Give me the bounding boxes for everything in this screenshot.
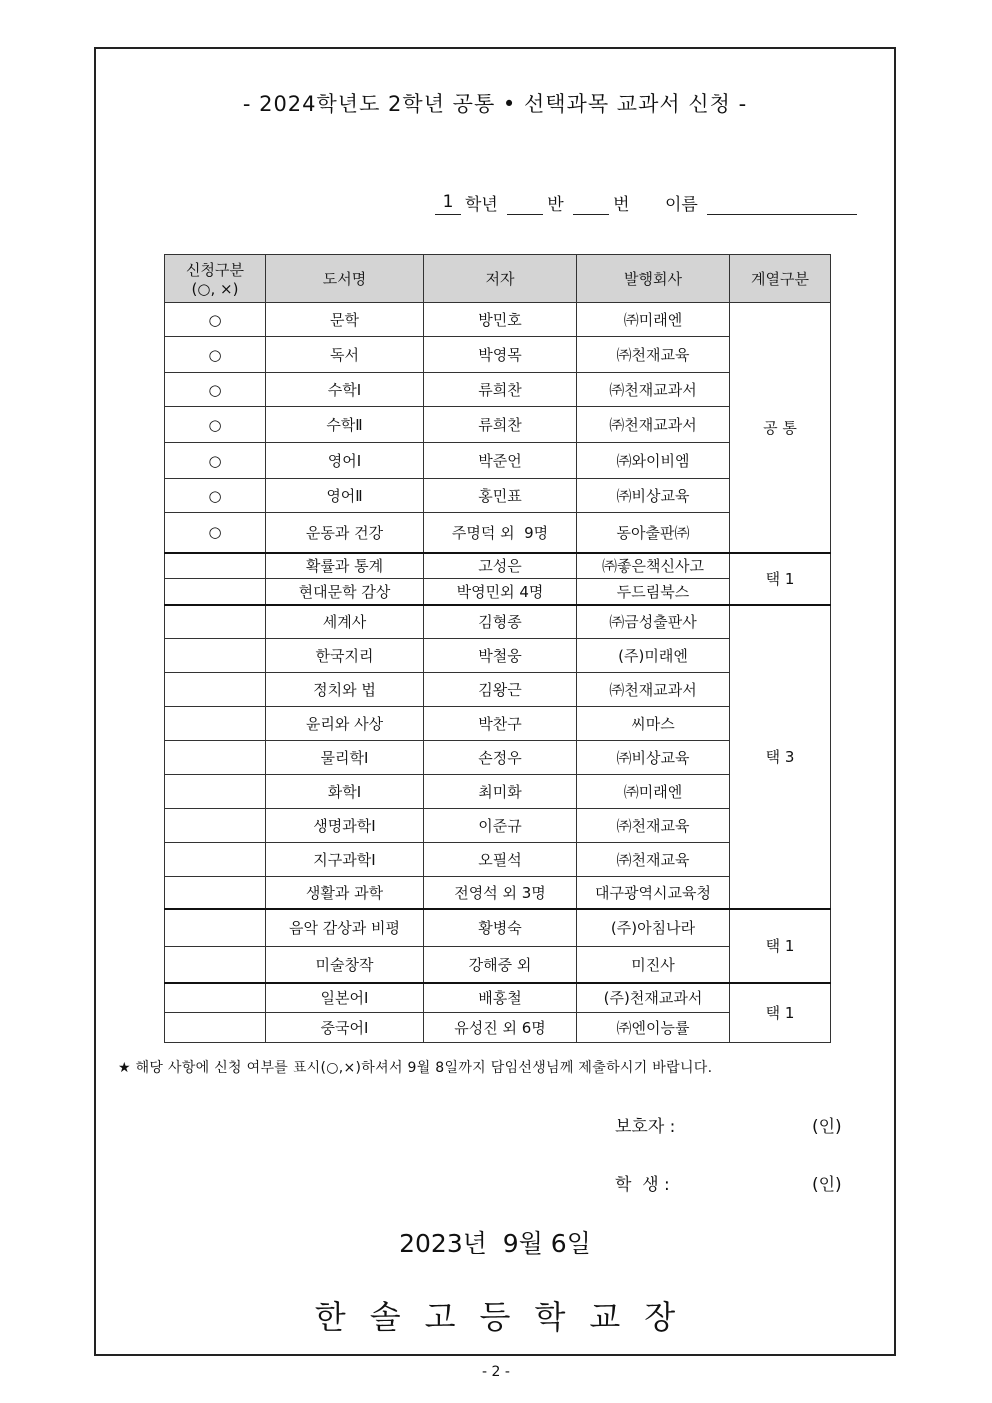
author-cell: 박영민외 4명 bbox=[424, 579, 577, 605]
apply-mark-cell[interactable] bbox=[165, 909, 266, 947]
apply-mark-cell[interactable] bbox=[165, 553, 266, 579]
name-field[interactable] bbox=[707, 192, 857, 215]
publisher-cell: ㈜엔이능률 bbox=[577, 1013, 730, 1043]
apply-mark-cell[interactable]: ○ bbox=[165, 407, 266, 443]
author-cell: 박찬구 bbox=[424, 707, 577, 741]
apply-mark-cell[interactable] bbox=[165, 877, 266, 909]
author-cell: 최미화 bbox=[424, 775, 577, 809]
author-cell: 전영석 외 3명 bbox=[424, 877, 577, 909]
apply-mark-cell[interactable] bbox=[165, 775, 266, 809]
apply-mark-cell[interactable] bbox=[165, 983, 266, 1013]
category-cell: 택 1 bbox=[730, 909, 831, 983]
table-row bbox=[165, 303, 831, 337]
book-title-cell: 미술창작 bbox=[266, 947, 424, 983]
category-cell: 택 3 bbox=[730, 605, 831, 909]
author-cell: 황병숙 bbox=[424, 909, 577, 947]
book-title-cell: 영어Ⅰ bbox=[266, 443, 424, 479]
publisher-cell: ㈜천재교육 bbox=[577, 337, 730, 373]
author-cell: 박준언 bbox=[424, 443, 577, 479]
publisher-cell: ㈜천재교과서 bbox=[577, 373, 730, 407]
publisher-cell: ㈜천재교과서 bbox=[577, 673, 730, 707]
book-title-cell: 지구과학Ⅰ bbox=[266, 843, 424, 877]
author-cell: 류희찬 bbox=[424, 407, 577, 443]
publisher-cell: ㈜와이비엠 bbox=[577, 443, 730, 479]
table-row bbox=[165, 605, 831, 639]
category-cell: 택 1 bbox=[730, 553, 831, 605]
book-title-cell: 중국어Ⅰ bbox=[266, 1013, 424, 1043]
author-cell: 손정우 bbox=[424, 741, 577, 775]
book-title-cell: 수학Ⅱ bbox=[266, 407, 424, 443]
apply-mark-cell[interactable] bbox=[165, 673, 266, 707]
name-label: 이름 bbox=[664, 195, 698, 215]
category-cell: 택 1 bbox=[730, 983, 831, 1043]
apply-mark-cell[interactable] bbox=[165, 741, 266, 775]
book-title-cell: 영어Ⅱ bbox=[266, 479, 424, 513]
author-cell: 고성은 bbox=[424, 553, 577, 579]
table-row bbox=[165, 909, 831, 947]
author-cell: 김왕근 bbox=[424, 673, 577, 707]
apply-mark-cell[interactable] bbox=[165, 843, 266, 877]
publisher-cell: (주)천재교과서 bbox=[577, 983, 730, 1013]
apply-mark-cell[interactable]: ○ bbox=[165, 479, 266, 513]
student-info-line bbox=[435, 190, 857, 215]
publisher-cell: 두드림북스 bbox=[577, 579, 730, 605]
author-cell: 주명덕 외 9명 bbox=[424, 513, 577, 553]
apply-mark-cell[interactable] bbox=[165, 579, 266, 605]
apply-mark-cell[interactable] bbox=[165, 605, 266, 639]
book-title-cell: 윤리와 사상 bbox=[266, 707, 424, 741]
book-title-cell: 음악 감상과 비평 bbox=[266, 909, 424, 947]
book-title-cell: 일본어Ⅰ bbox=[266, 983, 424, 1013]
grade-label: 학년 bbox=[465, 195, 498, 215]
publisher-cell: (주)미래엔 bbox=[577, 639, 730, 673]
student-sign-label: 학 생 : bbox=[615, 1175, 670, 1195]
publisher-cell: ㈜미래엔 bbox=[577, 775, 730, 809]
author-cell: 유성진 외 6명 bbox=[424, 1013, 577, 1043]
number-label: 번 bbox=[613, 195, 630, 215]
book-title-cell: 생활과 과학 bbox=[266, 877, 424, 909]
principal-name: 한솔고등학교장 bbox=[314, 1298, 700, 1336]
book-title-cell: 화학Ⅰ bbox=[266, 775, 424, 809]
book-title-cell: 문학 bbox=[266, 303, 424, 337]
author-cell: 박영목 bbox=[424, 337, 577, 373]
apply-mark-cell[interactable] bbox=[165, 639, 266, 673]
publisher-cell: ㈜천재교과서 bbox=[577, 407, 730, 443]
publisher-header: 발행회사 bbox=[577, 255, 730, 303]
book-title-cell: 생명과학Ⅰ bbox=[266, 809, 424, 843]
publisher-cell: ㈜천재교육 bbox=[577, 809, 730, 843]
guardian-label: 보호자 : bbox=[615, 1117, 676, 1137]
author-cell: 배홍철 bbox=[424, 983, 577, 1013]
apply-mark-cell[interactable]: ○ bbox=[165, 443, 266, 479]
table-row bbox=[165, 983, 831, 1013]
apply-mark-cell[interactable] bbox=[165, 1013, 266, 1043]
guardian-seal[interactable]: (인) bbox=[812, 1117, 842, 1137]
student-seal[interactable]: (인) bbox=[812, 1175, 842, 1195]
publisher-cell: 동아출판㈜ bbox=[577, 513, 730, 553]
publisher-cell: 미진사 bbox=[577, 947, 730, 983]
author-header: 저자 bbox=[424, 255, 577, 303]
book-title-cell: 한국지리 bbox=[266, 639, 424, 673]
publisher-cell: 씨마스 bbox=[577, 707, 730, 741]
table-row bbox=[165, 553, 831, 579]
author-cell: 강해중 외 bbox=[424, 947, 577, 983]
author-cell: 류희찬 bbox=[424, 373, 577, 407]
page-title: - 2024학년도 2학년 공통 • 선택과목 교과서 신청 - bbox=[242, 92, 748, 116]
apply-mark-cell[interactable]: ○ bbox=[165, 303, 266, 337]
number-field[interactable] bbox=[573, 192, 609, 215]
textbook-table bbox=[164, 254, 831, 1043]
book-header: 도서명 bbox=[266, 255, 424, 303]
apply-header: 신청구분 (○, ×) bbox=[165, 255, 266, 303]
book-title-cell: 운동과 건강 bbox=[266, 513, 424, 553]
book-title-cell: 정치와 법 bbox=[266, 673, 424, 707]
author-cell: 방민호 bbox=[424, 303, 577, 337]
author-cell: 홍민표 bbox=[424, 479, 577, 513]
apply-mark-cell[interactable] bbox=[165, 947, 266, 983]
issue-date: 2023년 9월 6일 bbox=[399, 1229, 591, 1258]
book-title-cell: 현대문학 감상 bbox=[266, 579, 424, 605]
publisher-cell: ㈜비상교육 bbox=[577, 741, 730, 775]
publisher-cell: ㈜좋은책신사고 bbox=[577, 553, 730, 579]
publisher-cell: ㈜비상교육 bbox=[577, 479, 730, 513]
class-label: 반 bbox=[547, 195, 564, 215]
author-cell: 오필석 bbox=[424, 843, 577, 877]
author-cell: 김형종 bbox=[424, 605, 577, 639]
publisher-cell: ㈜천재교육 bbox=[577, 843, 730, 877]
page-number: - 2 - bbox=[482, 1364, 510, 1380]
category-cell: 공 통 bbox=[730, 303, 831, 553]
publisher-cell: ㈜금성출판사 bbox=[577, 605, 730, 639]
publisher-cell: (주)아침나라 bbox=[577, 909, 730, 947]
apply-mark-cell[interactable]: ○ bbox=[165, 513, 266, 553]
publisher-cell: ㈜미래엔 bbox=[577, 303, 730, 337]
class-field[interactable] bbox=[507, 192, 543, 215]
instruction-note: ★ 해당 사항에 신청 여부를 표시(○,×)하셔서 9월 8일까지 담임선생님께 제출하시기 바랍니다. bbox=[118, 1060, 713, 1076]
author-cell: 이준규 bbox=[424, 809, 577, 843]
book-title-cell: 독서 bbox=[266, 337, 424, 373]
apply-mark-cell[interactable] bbox=[165, 809, 266, 843]
category-header: 계열구분 bbox=[730, 255, 831, 303]
publisher-cell: 대구광역시교육청 bbox=[577, 877, 730, 909]
apply-mark-cell[interactable] bbox=[165, 707, 266, 741]
book-title-cell: 물리학Ⅰ bbox=[266, 741, 424, 775]
book-title-cell: 수학Ⅰ bbox=[266, 373, 424, 407]
book-title-cell: 확률과 통계 bbox=[266, 553, 424, 579]
author-cell: 박철웅 bbox=[424, 639, 577, 673]
apply-mark-cell[interactable]: ○ bbox=[165, 337, 266, 373]
book-title-cell: 세계사 bbox=[266, 605, 424, 639]
apply-mark-cell[interactable]: ○ bbox=[165, 373, 266, 407]
grade-field[interactable]: 1 bbox=[435, 192, 461, 215]
